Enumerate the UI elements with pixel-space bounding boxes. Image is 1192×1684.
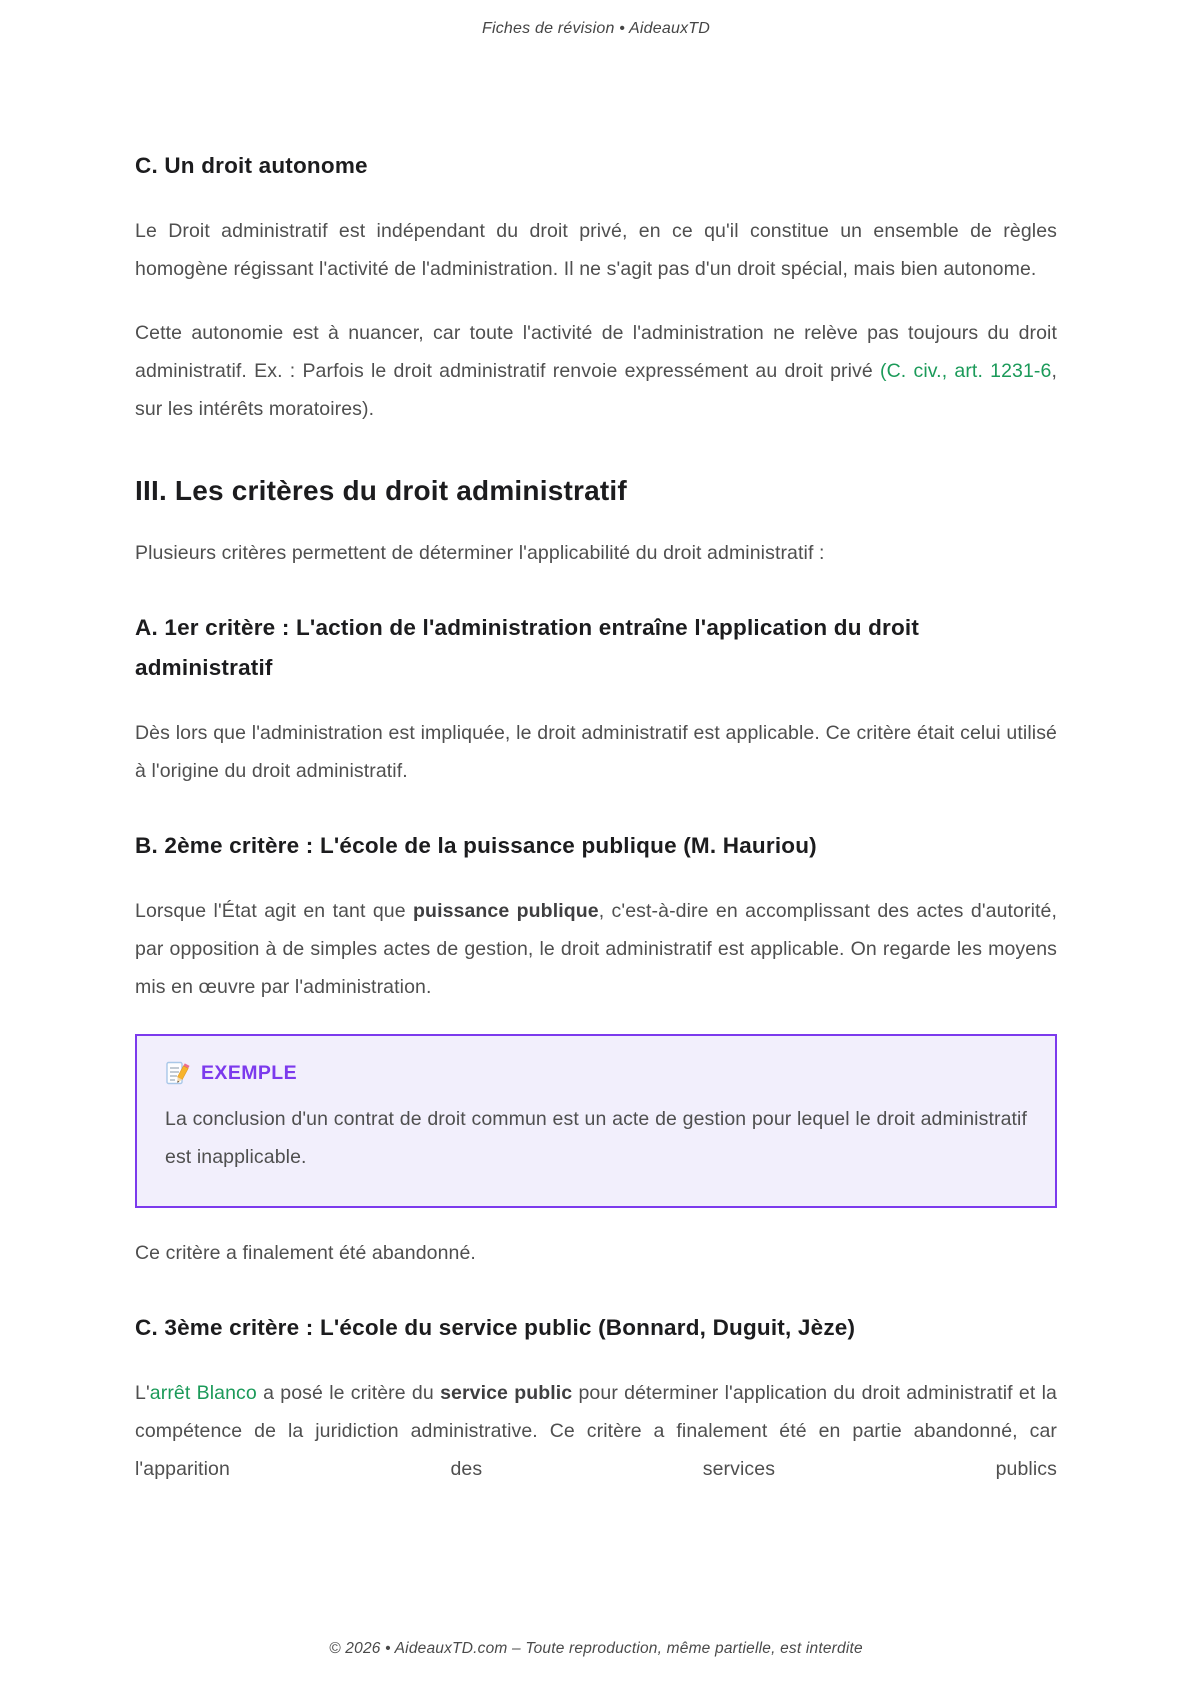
paragraph-criteres-intro: Plusieurs critères permettent de déterminer l'applicabilité du droit administratif : xyxy=(135,542,825,564)
example-label: EXEMPLE xyxy=(201,1061,297,1084)
paragraph-critere-1: Dès lors que l'administration est impliquée, le droit administratif est applicable. Ce critère était celui utilisé à l'origine du droit administratif. xyxy=(135,722,1057,782)
paragraph-text: Lorsque l'État agit en tant que xyxy=(135,900,414,922)
example-header xyxy=(165,1060,1027,1086)
page-header: Fiches de révision • AideauxTD xyxy=(482,20,710,37)
paragraph-text: , sur les intérêts moratoires). xyxy=(135,360,1057,420)
example-callout-box xyxy=(135,1034,1057,1208)
paragraph-text: L' xyxy=(135,1382,150,1404)
heading-critere-2: B. 2ème critère : L'école de la puissance publique (M. Hauriou) xyxy=(135,833,817,858)
link-code-civil-1231-6[interactable]: (C. civ., art. 1231-6 xyxy=(880,360,1052,382)
heading-droit-autonome: C. Un droit autonome xyxy=(135,153,368,178)
paragraph-text: , c'est-à-dire en accomplissant des actes d'autorité, par opposition à de simples actes de gestion, le droit administratif est applicable. On regarde les moyens mis en œuvre par l'administration. xyxy=(135,900,1058,998)
heading-criteres-droit-administratif: III. Les critères du droit administratif xyxy=(135,475,627,506)
page-footer: © 2026 • AideauxTD.com – Toute reproduction, même partielle, est interdite xyxy=(329,1640,863,1657)
bold-service-public: service public xyxy=(440,1382,573,1404)
link-arret-blanco[interactable]: arrêt Blanco xyxy=(149,1382,257,1404)
memo-pencil-icon xyxy=(165,1060,191,1086)
paragraph-critere-2 xyxy=(135,892,1057,1006)
paragraph-text: pour déterminer l'application du droit administratif et la compétence de la juridiction administrative. Ce critère a finalement été en partie abandonné, car l'apparition des services publics xyxy=(135,1382,1057,1480)
example-text: La conclusion d'un contrat de droit commun est un acte de gestion pour lequel le droit administratif est inapplicable. xyxy=(165,1108,1027,1168)
heading-critere-3: C. 3ème critère : L'école du service public (Bonnard, Duguit, Jèze) xyxy=(135,1315,856,1340)
paragraph-critere-3 xyxy=(135,1374,1057,1488)
paragraph-autonome-2 xyxy=(135,314,1057,428)
paragraph-critere-2-conclusion: Ce critère a finalement été abandonné. xyxy=(135,1242,476,1264)
paragraph-text: a posé le critère du xyxy=(256,1382,441,1404)
paragraph-autonome-1: Le Droit administratif est indépendant du droit privé, en ce qu'il constitue un ensemble de règles homogène régissant l'activité de l'administration. Il ne s'agit pas d'un droit spécial, mais bien autonome. xyxy=(135,220,1057,280)
paragraph-text: Cette autonomie est à nuancer, car toute l'activité de l'administration ne relève pas toujours du droit administratif. Ex. : Parfois le droit administratif renvoie expressément au droit privé xyxy=(135,322,1057,382)
bold-puissance-publique: puissance publique xyxy=(413,900,599,922)
document-content xyxy=(135,0,1057,1488)
heading-critere-1: A. 1er critère : L'action de l'administration entraîne l'application du droit administratif xyxy=(135,615,920,680)
